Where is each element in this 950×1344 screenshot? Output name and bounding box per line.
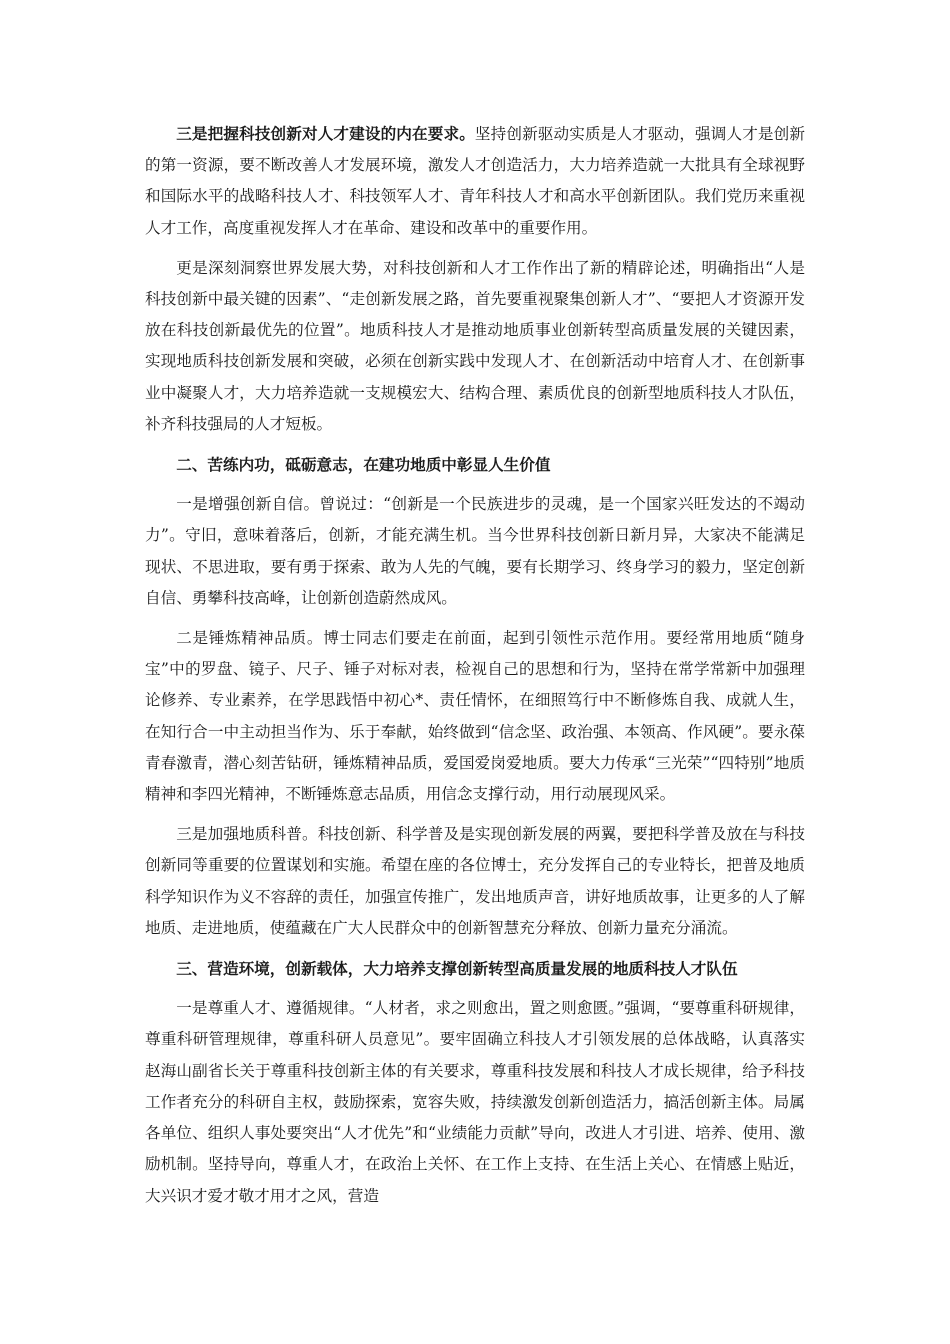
section-heading-3: 三、营造环境，创新载体，大力培养支撑创新转型高质量发展的地质科技人才队伍 — [176, 959, 738, 979]
paragraph-science-popularization: 三是加强地质科普。科技创新、科学普及是实现创新发展的两翼，要把科学普及放在与科技创新同等重要的位置谋划和实施。希望在座的各位博士，充分发挥自己的专业特长，把普及地质科学知识作为义不容辞的责任，加强宣传推广，发出地质声音，讲好地质故事，让更多的人了解地质、走进地质，使蕴藏在广大人民群众中的创新智慧充分释放、创新力量充分涌流。 — [145, 825, 805, 937]
paragraph-lead: 三是把握科技创新对人才建设的内在要求。 — [176, 124, 475, 143]
paragraph-respect-talent: 一是尊重人才、遵循规律。“人材者，求之则愈出，置之则愈匮。”强调，“要尊重科研规律，尊重科研管理规律，尊重科研人员意见”。要牢固确立科技人才引领发展的总体战略，认真落实赵海山副省长关于尊重科技创新主体的有关要求，尊重科技发展和科技人才成长规律，给予科技工作者充分的科研自主权，鼓励探索，宽容失败，持续激发创新创造活力，搞活创新主体。局属各单位、组织人事处要突出“人才优先”和“业绩能力贡献”导向，改进人才引进、培养、使用、激励机制。坚持导向，尊重人才，在政治上关怀、在工作上支持、在生活上关心、在情感上贴近，大兴识才爱才敬才用才之风，营造 — [145, 999, 805, 1205]
paragraph-confidence: 一是增强创新自信。曾说过：“创新是一个民族进步的灵魂，是一个国家兴旺发达的不竭动力”。守旧，意味着落后，创新，才能充满生机。当今世界科技创新日新月异，大家决不能满足现状、不思进取，要有勇于探索、敢为人先的气魄，要有长期学习、终身学习的毅力，坚定创新自信、勇攀科技高峰，让创新创造蔚然成风。 — [145, 495, 805, 607]
document-page — [145, 118, 805, 1221]
paragraph-insight: 更是深刻洞察世界发展大势，对科技创新和人才工作作出了新的精辟论述，明确指出“人是科技创新中最关键的因素”、“走创新发展之路，首先要重视聚集创新人才”、“要把人才资源开发放在科技创新最优先的位置”。地质科技人才是推动地质事业创新转型高质量发展的关键因素，实现地质科技创新发展和突破，必须在创新实践中发现人才、在创新活动中培育人才、在创新事业中凝聚人才，大力培养造就一支规模宏大、结构合理、素质优良的创新型地质科技人才队伍，补齐科技强局的人才短板。 — [145, 258, 805, 433]
section-heading-2: 二、苦练内功，砥砺意志，在建功地质中彰显人生价值 — [176, 455, 551, 475]
paragraph-spirit: 二是锤炼精神品质。博士同志们要走在前面，起到引领性示范作用。要经常用地质“随身宝”中的罗盘、镜子、尺子、锤子对标对表，检视自己的思想和行为，坚持在常学常新中加强理论修养、专业素养，在学思践悟中初心*、责任情怀，在细照笃行中不断修炼自我、成就人生，在知行合一中主动担当作为、乐于奉献，始终做到“信念坚、政治强、本领高、作风硬”。要永葆青春激青，潜心刻苦钻研，锤炼精神品质，爱国爱岗爱地质。要大力传承“三光荣”“四特别”地质精神和李四光精神，不断锤炼意志品质，用信念支撑行动，用行动展现风采。 — [145, 629, 805, 804]
paragraph-requirement — [145, 118, 805, 244]
paragraph-body: 坚持创新驱动实质是人才驱动，强调人才是创新的第一资源，要不断改善人才发展环境，激发人才创造活力，大力培养造就一大批具有全球视野和国际水平的战略科技人才、科技领军人才、青年科技人才和高水平创新团队。我们党历来重视人才工作，高度重视发挥人才在革命、建设和改革中的重要作用。 — [145, 125, 805, 237]
